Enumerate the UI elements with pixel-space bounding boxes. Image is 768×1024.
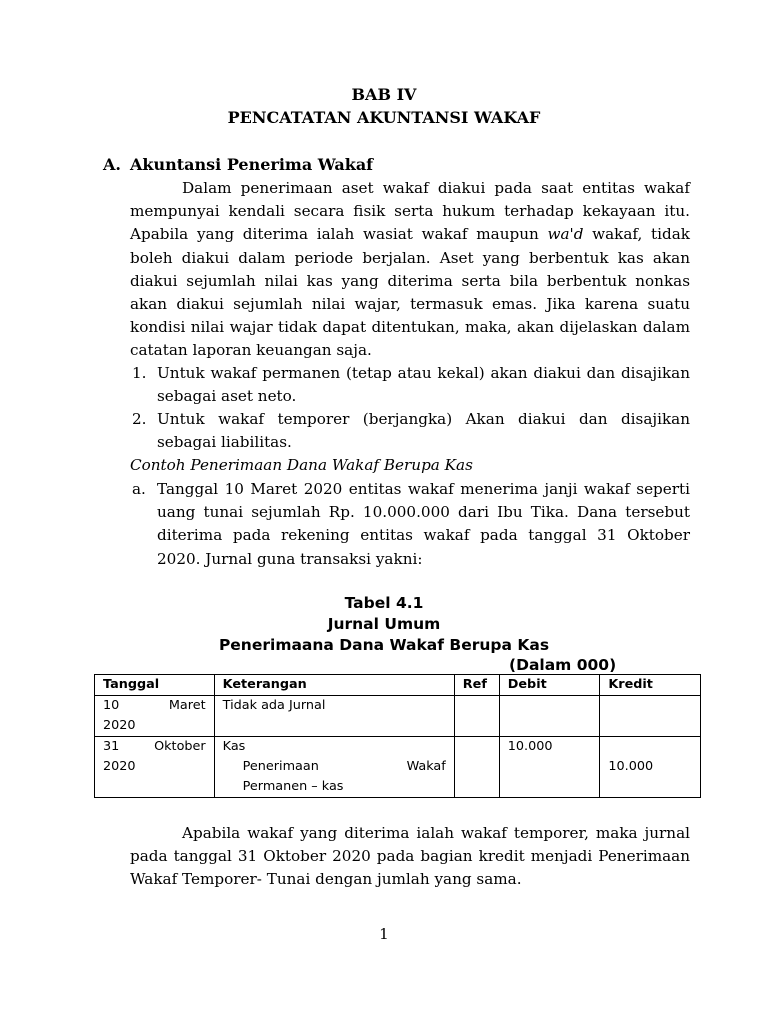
- table-header-row: [95, 675, 701, 696]
- table-subtitle: Penerimaana Dana Wakaf Berupa Kas: [218, 636, 550, 654]
- list-item-number: 1.: [132, 364, 147, 382]
- table-title: Jurnal Umum: [327, 615, 441, 633]
- cell-credit: [600, 737, 701, 798]
- list-item-text: Untuk wakaf permanen (tetap atau kekal) akan diakui dan disajikan sebagai aset neto.: [157, 364, 690, 406]
- cell-debit: [499, 696, 600, 737]
- example-heading: Contoh Penerimaan Dana Wakaf Berupa Kas: [130, 456, 473, 474]
- paragraph-intro-part1: Dalam penerimaan aset wakaf diakui pada saat entitas wakaf mempunyai kendali secara fisik serta hukum terhadap kekayaan itu. Apabila yang diterima ialah wasiat wakaf maupun: [130, 179, 690, 244]
- cell-date: [95, 737, 215, 798]
- header-tanggal: Tanggal: [95, 675, 215, 696]
- header-keterangan: Keterangan: [214, 675, 454, 696]
- cell-ref: [454, 696, 499, 737]
- desc-line-part: Wakaf: [406, 759, 446, 774]
- date-year: 2020: [103, 759, 136, 774]
- paragraph-intro-part2: wakaf, tidak boleh diakui dalam periode berjalan. Aset yang berbentuk kas akan diakui sejumlah nilai kas yang diterima serta bila berbentuk nonkas akan diakui sejumlah nilai wajar, termasuk emas. Jika karena suatu kondisi nilai wajar tidak dapat ditentukan, maka, akan dijelaskan dalam catatan laporan keuangan saja.: [130, 225, 690, 360]
- header-kredit: Kredit: [600, 675, 701, 696]
- desc-line-part: Penerimaan: [242, 759, 319, 774]
- date-day: 10: [103, 698, 120, 713]
- cell-date: [95, 696, 215, 737]
- date-month: Maret: [168, 698, 206, 713]
- example-letter: a.: [132, 480, 146, 498]
- cell-ref: [454, 737, 499, 798]
- desc-line: Kas: [222, 739, 246, 754]
- header-debit: Debit: [499, 675, 600, 696]
- credit-value: 10.000: [608, 759, 654, 774]
- example-text: Tanggal 10 Maret 2020 entitas wakaf menerima janji wakaf seperti uang tunai sejumlah Rp. 10.000.000 dari Ibu Tika. Dana tersebut diterima pada rekening entitas wakaf pada tanggal 31 Oktober 2020. Jurnal guna transaksi yakni:: [157, 480, 690, 568]
- section-letter: A.: [103, 155, 121, 174]
- chapter-heading: BAB IV: [351, 85, 417, 104]
- cell-desc: [214, 737, 454, 798]
- paragraph-intro-italic: wa'd: [547, 225, 584, 244]
- list-item-number: 2.: [132, 410, 147, 428]
- header-ref: Ref: [454, 675, 499, 696]
- cell-desc: Tidak ada Jurnal: [214, 696, 454, 737]
- journal-table: [94, 674, 701, 798]
- cell-debit: 10.000: [499, 737, 600, 798]
- desc-line: Permanen – kas: [242, 779, 344, 794]
- date-day: 31: [103, 739, 120, 754]
- table-row: [95, 737, 701, 798]
- date-year: 2020: [103, 718, 136, 733]
- table-caption: Tabel 4.1: [344, 594, 424, 612]
- table-unit: (Dalam 000): [509, 656, 617, 674]
- section-title: Akuntansi Penerima Wakaf: [130, 155, 374, 174]
- paragraph-intro: [130, 177, 690, 363]
- paragraph-closing: Apabila wakaf yang diterima ialah wakaf temporer, maka jurnal pada tanggal 31 Oktober 2020 pada bagian kredit menjadi Penerimaan Wakaf Temporer- Tunai dengan jumlah yang sama.: [130, 824, 690, 889]
- table-row: [95, 696, 701, 737]
- cell-credit: [600, 696, 701, 737]
- chapter-title: PENCATATAN AKUNTANSI WAKAF: [227, 108, 541, 127]
- list-item-text: Untuk wakaf temporer (berjangka) Akan diakui dan disajikan sebagai liabilitas.: [157, 410, 690, 452]
- date-month: Oktober: [154, 739, 206, 754]
- page-number: 1: [379, 925, 389, 943]
